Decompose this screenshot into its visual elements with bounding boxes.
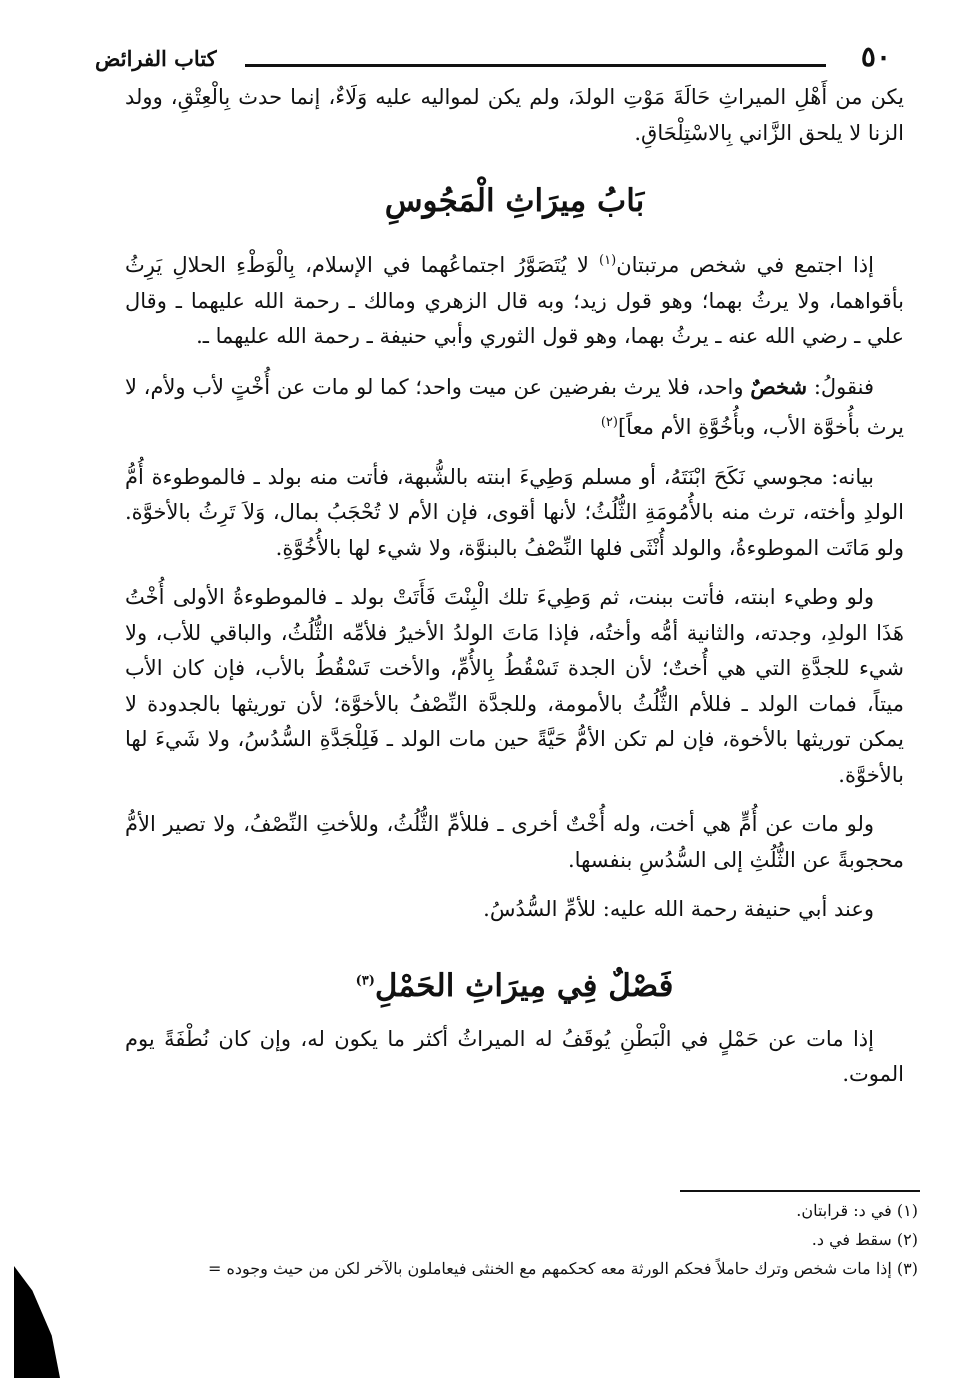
paragraph-text: فنقولُ:: [807, 374, 874, 399]
footnote-1: (١) في د: قرابتان.: [796, 1201, 918, 1220]
paragraph-second-case: ولو وطيء ابنته، فأتت ببنت، ثم وَطِيءَ تلك الْبِنْتَ فَأَتَتْ بولد ـ فالموطوءةُ الأولى أُخْتُ هَذَا الولدِ، وجدته، والثانية أمُّه وأختُه، فإذا مَاتَ الولدُ الأخيرُ فلأمِّه الثُّلُثُ، والباقي للأب، ولا شيء للجدَّةِ التي هي أُختٌ؛ لأن الجدة تَسْقُطُ بِالأُمِّ، والأخت تَسْقُطُ بالأب، فإن كان الأب ميتاً، فمات الولد ـ فللأم الثُّلُثُ بالأمومة، وللجدَّة النِّصْفُ بالأخوَّة؛ لأن توريثها بالجدودة لا يمكن توريثها بالأخوة، فإن لم تكن الأمُّ حَيَّةً حين مات الولد ـ فَلِلْجَدَّةِ السُّدُسُ، ولا شَيءَ لها بالأخوَّة.: [125, 585, 904, 787]
footnote-marker-1: (١): [599, 253, 617, 268]
paragraph-text: لا يُتَصَوَّرُ اجتماعُهما في الإسلام، بِالْوَطْءِ الحلالِ يَرِثُ بأقواهما، ولا يرثُ بهما؛ وهو قول زيد؛ وبه قال الزهري ومالك ـ رحمة الله عليهما ـ وقال علي ـ رضي الله عنه ـ يرثُ بهما، وهو قول الثوري وأبي حنيفة ـ رحمة الله عليهما ـ.: [125, 253, 904, 348]
paragraph-magus-intro: [125, 243, 904, 355]
footnote-marker-2: (٢): [600, 415, 618, 430]
paragraph-third-case: ولو مات عن أُمٍّ هي أخت، وله أُخْتٌ أخرى ـ فللأمِّ الثُّلُثُ، وللأختِ النِّصْفُ، ولا تصير الأمُّ محجوبةً عن الثُّلُثِ إلى السُّدُسِ بنفسها.: [125, 812, 904, 872]
footnotes: [120, 1196, 918, 1283]
footnote-marker-3: (٣): [355, 973, 375, 989]
footnote-rule: [680, 1190, 920, 1192]
running-title: كتاب الفرائض: [95, 46, 217, 71]
header-rule: [245, 64, 826, 67]
page-body: [125, 80, 904, 1107]
paragraph-text: واحد، فلا يرث بفرضين عن ميت واحد؛ كما لو مات عن أُخْتٍ لأب ولأم، لا يرث بأُخوَّة الأب، وبأُخُوَّةِ الأم معاً]: [125, 374, 904, 439]
emphasis-term: شخصٌ: [750, 373, 808, 399]
footnote-3: (٣) إذا مات شخص وترك حاملاً فحكم الورثة معه كحكمهم مع الخنثى فيعاملون بالآخر لكن من حيث وجوده =: [207, 1259, 918, 1278]
paragraph-explanation: بيانه: مجوسي نَكَحَ ابْنَتَهُ، أو مسلم وَطِيءَ ابنته بالشُّبهة، فأتت منه بولد ـ فالموطوءة أُمُّ الولدِ وأخته، ترث منه بالأُمُومَةِ الثُّلُثُ؛ لأنها أقوى، فإن الأم لا تُحْجَبُ بمال، وَلاَ تَرِثُ بالأخوَّة. ولو مَاتَت الموطوءةُ، والولد أُنْثَى فلها النِّصْفُ بالبنوَّة، ولا شيء لها بالأُخُوَّةِ.: [125, 464, 904, 560]
footnote-2: (٢) سقط في د.: [811, 1230, 918, 1249]
chapter-heading-magus: بَابُ مِيرَاثِ الْمَجُوسِ: [384, 183, 645, 219]
heading-text: فَصْلٌ فِي مِيرَاثِ الحَمْلِ: [374, 967, 674, 1004]
paragraph-abu-hanifa: وعند أبي حنيفة رحمة الله عليه: للأمِّ السُّدُسُ.: [483, 897, 874, 921]
page-number: ٥٠: [860, 40, 891, 73]
paragraph-one-person: [125, 369, 904, 446]
paragraph-continuation: يكن من أَهْلِ الميراثِ حَالَةَ مَوْتِ الولدَ، ولم يكن لمواليه عليه وَلَاءٌ، إنما حدث بِالْعِتْقِ، وولد الزنا لا يلحق الزَّاني بِالاسْتِلْحَاقِ.: [125, 85, 904, 145]
page-header: [95, 40, 911, 80]
paragraph-pregnancy: إذا مات عن حَمْلٍ في الْبَطْنِ يُوقَفُ له الميراثُ أكثر ما يكون له، وإن كان نُطْفَةً يوم الموت.: [125, 1026, 904, 1086]
scan-edge-shadow: [14, 1266, 60, 1378]
section-heading-pregnancy: [125, 968, 904, 1004]
paragraph-text: إذا اجتمع في شخص مرتبتان: [616, 253, 874, 277]
